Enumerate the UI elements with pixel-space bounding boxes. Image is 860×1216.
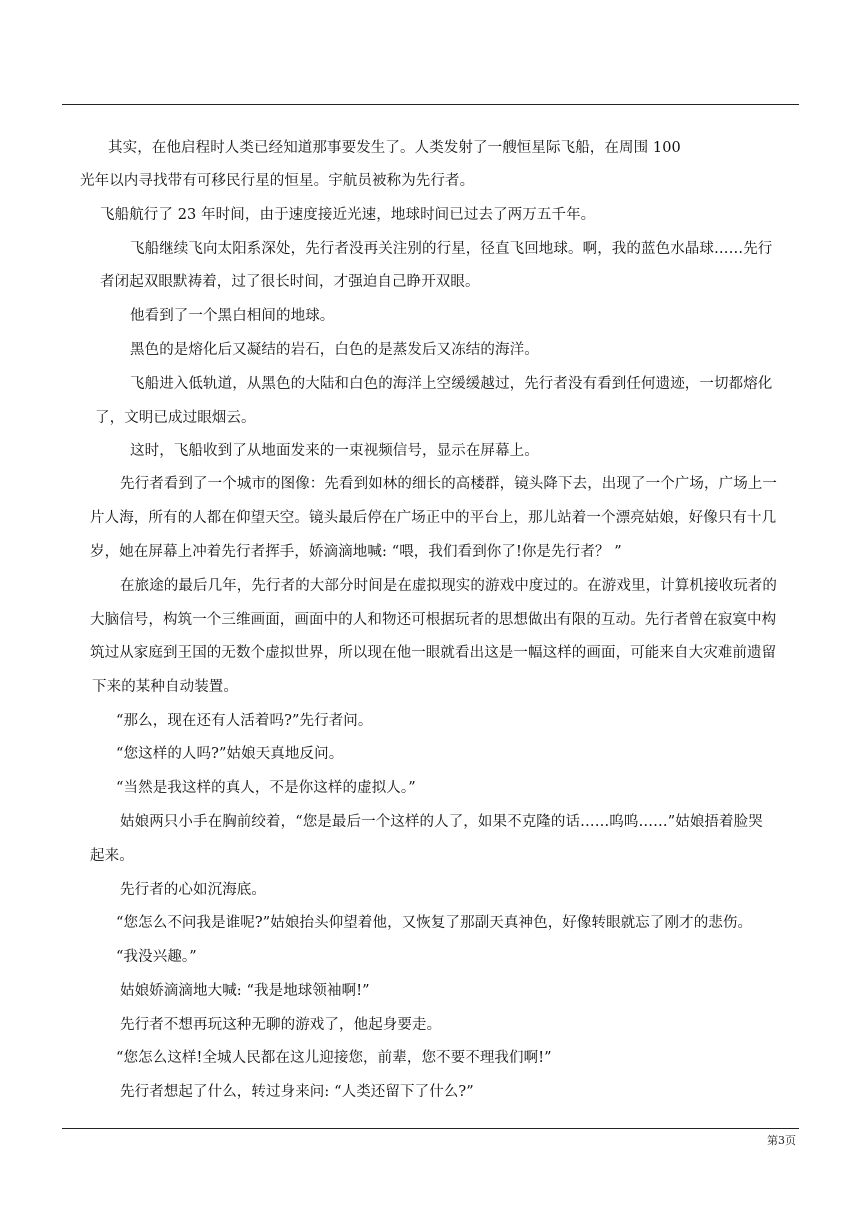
paragraph-line: “您怎么这样!全城人民都在这儿迎接您，前辈，您不要不理我们啊!”: [116, 1050, 552, 1066]
paragraph-line: 飞船进入低轨道，从黑色的大陆和白色的海洋上空缓缓越过，先行者没有看到任何遗迹，一切都熔化: [130, 376, 773, 392]
paragraph-line: 姑娘两只小手在胸前绞着，“您是最后一个这样的人了，如果不克隆的话……呜呜……”姑娘捂着脸哭: [120, 814, 763, 830]
header-rule: [62, 104, 799, 105]
paragraph-line: 起来。: [90, 848, 134, 864]
paragraph-line: 这时，飞船收到了从地面发来的一束视频信号，显示在屏幕上。: [130, 443, 539, 459]
paragraph-line: 了，文明已成过眼烟云。: [95, 410, 256, 426]
paragraph-line: 先行者不想再玩这种无聊的游戏了，他起身要走。: [120, 1017, 442, 1033]
paragraph-line: 先行者看到了一个城市的图像：先看到如林的细长的高楼群，镜头降下去，出现了一个广场，广场上一: [120, 476, 777, 492]
paragraph-line: 者闭起双眼默祷着，过了很长时间，才强迫自己睁开双眼。: [100, 274, 480, 290]
paragraph-line: 岁，她在屏幕上冲着先行者挥手，娇滴滴地喊: “喂，我们看到你了!你是先行者？ ”: [90, 544, 622, 560]
paragraph-line: 姑娘娇滴滴地大喊: “我是地球领袖啊!”: [120, 983, 370, 999]
paragraph-line: 大脑信号，构筑一个三维画面，画面中的人和物还可根据玩者的思想做出有限的互动。先行者曾在寂寞中构: [90, 612, 777, 628]
paragraph-line: 飞船航行了 23 年时间，由于速度接近光速，地球时间已过去了两万五千年。: [100, 207, 596, 223]
paragraph-line: 先行者想起了什么，转过身来问: “人类还留下了什么?”: [120, 1084, 474, 1100]
page-number: 第3页: [767, 1134, 796, 1147]
paragraph-line: 在旅途的最后几年，先行者的大部分时间是在虚拟现实的游戏中度过的。在游戏里，计算机接收玩者的: [120, 578, 777, 594]
paragraph-line: 其实，在他启程时人类已经知道那事要发生了。人类发射了一艘恒星际飞船，在周围 100: [108, 140, 681, 156]
paragraph-line: 下来的某种自动装置。: [92, 679, 238, 695]
paragraph-line: 飞船继续飞向太阳系深处，先行者没再关注别的行星，径直飞回地球。啊，我的蓝色水晶球……先行: [130, 241, 773, 257]
paragraph-line: “那么，现在还有人活着吗?”先行者问。: [116, 713, 373, 729]
paragraph-line: 黑色的是熔化后又凝结的岩石，白色的是蒸发后又冻结的海洋。: [130, 342, 539, 358]
paragraph-line: “您这样的人吗?”姑娘天真地反问。: [116, 746, 344, 762]
paragraph-line: “我没兴趣。”: [116, 949, 197, 965]
paragraph-line: “当然是我这样的真人，不是你这样的虚拟人。”: [116, 780, 416, 796]
paragraph-line: 先行者的心如沉海底。: [120, 882, 266, 898]
paragraph-line: 光年以内寻找带有可移民行星的恒星。宇航员被称为先行者。: [80, 173, 475, 189]
paragraph-line: 他看到了一个黑白相间的地球。: [130, 308, 335, 324]
footer-rule: [62, 1128, 799, 1129]
paragraph-line: 筑过从家庭到王国的无数个虚拟世界，所以现在他一眼就看出这是一幅这样的画面，可能来自大灾难前遗留: [90, 645, 777, 661]
paragraph-line: 片人海，所有的人都在仰望天空。镜头最后停在广场正中的平台上，那儿站着一个漂亮姑娘，好像只有十几: [90, 510, 777, 526]
paragraph-line: “您怎么不问我是谁呢?”姑娘抬头仰望着他，又恢复了那副天真神色，好像转眼就忘了刚才的悲伤。: [116, 915, 753, 931]
